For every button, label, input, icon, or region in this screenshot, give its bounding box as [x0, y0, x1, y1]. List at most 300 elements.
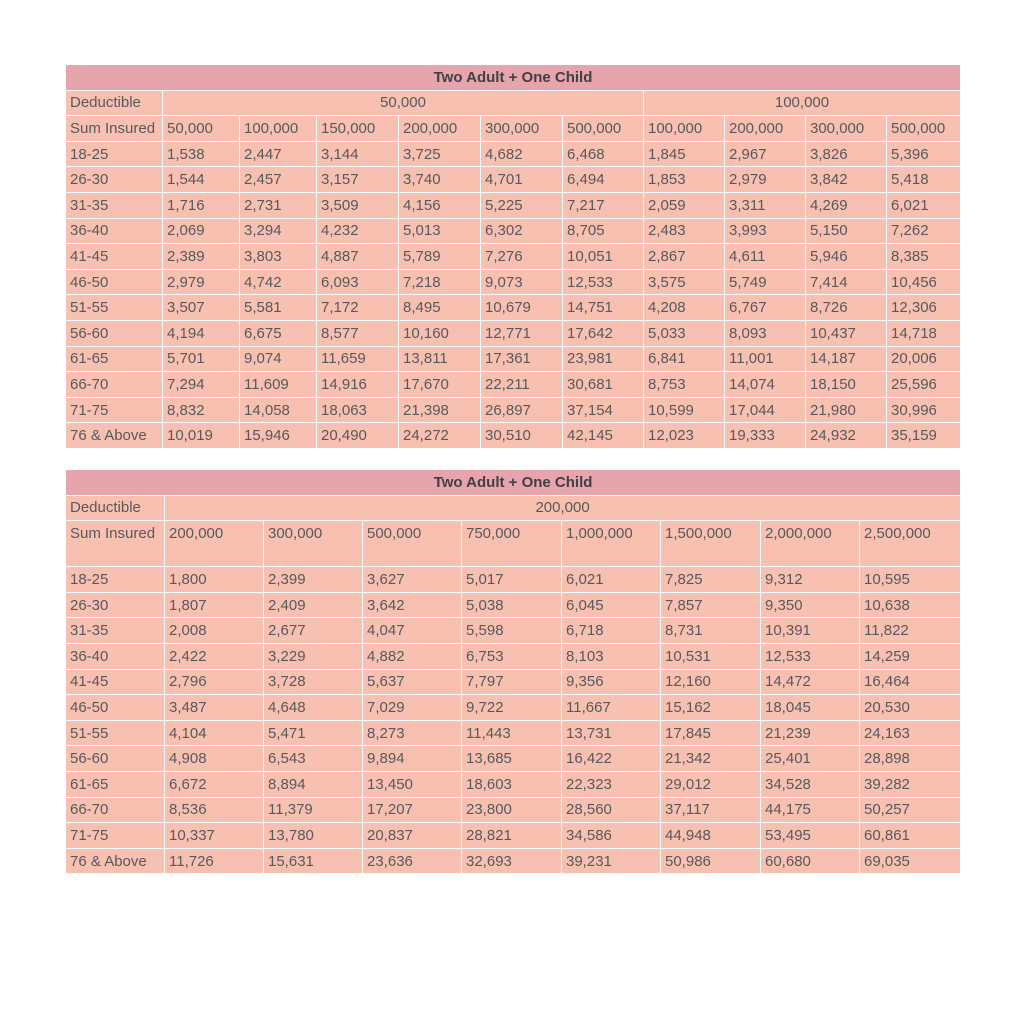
- premium-cell: 23,800: [462, 797, 562, 823]
- premium-cell: 42,145: [563, 423, 644, 449]
- premium-cell: 6,767: [725, 295, 806, 321]
- premium-cell: 3,509: [317, 192, 399, 218]
- table-row: [66, 720, 961, 746]
- age-band-cell: 31-35: [66, 192, 163, 218]
- age-band-cell: 71-75: [66, 823, 165, 849]
- age-band-cell: 36-40: [66, 643, 165, 669]
- sum-insured-value: 500,000: [563, 116, 644, 142]
- premium-cell: 18,150: [806, 372, 887, 398]
- premium-cell: 24,272: [399, 423, 481, 449]
- premium-cell: 5,013: [399, 218, 481, 244]
- premium-cell: 2,409: [264, 592, 363, 618]
- premium-cell: 3,842: [806, 167, 887, 193]
- premium-cell: 50,986: [661, 848, 761, 874]
- premium-cell: 1,800: [165, 567, 264, 593]
- premium-cell: 30,510: [481, 423, 563, 449]
- premium-cell: 4,194: [163, 320, 240, 346]
- premium-cell: 12,533: [563, 269, 644, 295]
- premium-cell: 13,811: [399, 346, 481, 372]
- premium-cell: 17,642: [563, 320, 644, 346]
- premium-cell: 1,807: [165, 592, 264, 618]
- premium-cell: 17,207: [363, 797, 462, 823]
- premium-cell: 2,979: [163, 269, 240, 295]
- premium-cell: 5,038: [462, 592, 562, 618]
- premium-cell: 24,163: [860, 720, 961, 746]
- premium-table-1: [65, 64, 961, 449]
- premium-cell: 22,211: [481, 372, 563, 398]
- premium-cell: 11,667: [562, 695, 661, 721]
- premium-cell: 7,414: [806, 269, 887, 295]
- premium-cell: 7,857: [661, 592, 761, 618]
- premium-cell: 10,437: [806, 320, 887, 346]
- premium-cell: 9,350: [761, 592, 860, 618]
- sum-insured-value: 1,000,000: [562, 521, 661, 567]
- table-row: [66, 320, 961, 346]
- table-row: [66, 746, 961, 772]
- premium-cell: 3,826: [806, 141, 887, 167]
- age-band-cell: 26-30: [66, 592, 165, 618]
- table-title: Two Adult + One Child: [66, 470, 961, 496]
- premium-cell: 12,023: [644, 423, 725, 449]
- premium-cell: 14,058: [240, 397, 317, 423]
- deductible-label: Deductible: [66, 90, 163, 116]
- sum-insured-value: 300,000: [264, 521, 363, 567]
- premium-cell: 17,044: [725, 397, 806, 423]
- premium-cell: 39,282: [860, 771, 961, 797]
- premium-cell: 13,780: [264, 823, 363, 849]
- premium-cell: 24,932: [806, 423, 887, 449]
- premium-cell: 3,229: [264, 643, 363, 669]
- sum-insured-label: Sum Insured: [66, 116, 163, 142]
- premium-cell: 1,845: [644, 141, 725, 167]
- premium-cell: 30,996: [887, 397, 961, 423]
- premium-cell: 25,596: [887, 372, 961, 398]
- table-row: [66, 397, 961, 423]
- premium-cell: 8,273: [363, 720, 462, 746]
- premium-cell: 25,401: [761, 746, 860, 772]
- premium-cell: 4,269: [806, 192, 887, 218]
- premium-cell: 10,337: [165, 823, 264, 849]
- age-band-cell: 56-60: [66, 320, 163, 346]
- premium-cell: 8,093: [725, 320, 806, 346]
- premium-cell: 3,144: [317, 141, 399, 167]
- sum-insured-value: 2,000,000: [761, 521, 860, 567]
- sum-insured-value: 150,000: [317, 116, 399, 142]
- table-row: [66, 771, 961, 797]
- premium-cell: 4,232: [317, 218, 399, 244]
- premium-cell: 21,398: [399, 397, 481, 423]
- premium-cell: 13,450: [363, 771, 462, 797]
- premium-cell: 7,172: [317, 295, 399, 321]
- table-row: [66, 669, 961, 695]
- premium-cell: 3,993: [725, 218, 806, 244]
- premium-cell: 5,637: [363, 669, 462, 695]
- premium-cell: 3,725: [399, 141, 481, 167]
- table-row: [66, 567, 961, 593]
- premium-cell: 15,946: [240, 423, 317, 449]
- premium-cell: 3,627: [363, 567, 462, 593]
- premium-cell: 18,063: [317, 397, 399, 423]
- premium-cell: 44,175: [761, 797, 860, 823]
- premium-cell: 8,832: [163, 397, 240, 423]
- age-band-cell: 76 & Above: [66, 423, 163, 449]
- premium-cell: 2,731: [240, 192, 317, 218]
- premium-cell: 12,160: [661, 669, 761, 695]
- premium-cell: 4,682: [481, 141, 563, 167]
- premium-cell: 15,162: [661, 695, 761, 721]
- premium-cell: 20,837: [363, 823, 462, 849]
- premium-cell: 13,731: [562, 720, 661, 746]
- premium-cell: 3,740: [399, 167, 481, 193]
- premium-cell: 10,599: [644, 397, 725, 423]
- premium-cell: 11,609: [240, 372, 317, 398]
- premium-cell: 5,033: [644, 320, 725, 346]
- premium-cell: 5,017: [462, 567, 562, 593]
- premium-cell: 10,595: [860, 567, 961, 593]
- sum-insured-value: 100,000: [644, 116, 725, 142]
- premium-cell: 2,483: [644, 218, 725, 244]
- premium-cell: 12,533: [761, 643, 860, 669]
- premium-cell: 29,012: [661, 771, 761, 797]
- table-title: Two Adult + One Child: [66, 65, 961, 91]
- premium-cell: 2,447: [240, 141, 317, 167]
- premium-cell: 4,611: [725, 244, 806, 270]
- premium-cell: 4,908: [165, 746, 264, 772]
- premium-cell: 60,680: [761, 848, 860, 874]
- premium-cell: 8,705: [563, 218, 644, 244]
- table-row: [66, 244, 961, 270]
- premium-cell: 21,239: [761, 720, 860, 746]
- table-row: [66, 295, 961, 321]
- premium-cell: 8,536: [165, 797, 264, 823]
- premium-cell: 5,581: [240, 295, 317, 321]
- premium-cell: 5,396: [887, 141, 961, 167]
- premium-cell: 10,019: [163, 423, 240, 449]
- premium-cell: 7,276: [481, 244, 563, 270]
- age-band-cell: 66-70: [66, 797, 165, 823]
- premium-cell: 11,443: [462, 720, 562, 746]
- table-row: [66, 823, 961, 849]
- premium-cell: 6,718: [562, 618, 661, 644]
- premium-cell: 1,538: [163, 141, 240, 167]
- premium-cell: 5,418: [887, 167, 961, 193]
- premium-cell: 5,749: [725, 269, 806, 295]
- premium-cell: 3,294: [240, 218, 317, 244]
- premium-cell: 9,312: [761, 567, 860, 593]
- premium-cell: 5,471: [264, 720, 363, 746]
- table-row: [66, 141, 961, 167]
- premium-cell: 6,302: [481, 218, 563, 244]
- premium-cell: 8,731: [661, 618, 761, 644]
- age-band-cell: 61-65: [66, 771, 165, 797]
- premium-cell: 21,980: [806, 397, 887, 423]
- premium-cell: 6,672: [165, 771, 264, 797]
- premium-cell: 10,456: [887, 269, 961, 295]
- deductible-value: 200,000: [165, 495, 961, 521]
- premium-cell: 11,726: [165, 848, 264, 874]
- age-band-cell: 31-35: [66, 618, 165, 644]
- premium-cell: 2,796: [165, 669, 264, 695]
- premium-cell: 3,157: [317, 167, 399, 193]
- premium-cell: 2,069: [163, 218, 240, 244]
- premium-cell: 6,494: [563, 167, 644, 193]
- sum-insured-value: 2,500,000: [860, 521, 961, 567]
- premium-cell: 7,294: [163, 372, 240, 398]
- sum-insured-value: 300,000: [806, 116, 887, 142]
- age-band-cell: 41-45: [66, 244, 163, 270]
- table-row: [66, 423, 961, 449]
- premium-cell: 1,716: [163, 192, 240, 218]
- sum-insured-value: 100,000: [240, 116, 317, 142]
- premium-cell: 4,104: [165, 720, 264, 746]
- premium-cell: 26,897: [481, 397, 563, 423]
- deductible-row: [66, 495, 961, 521]
- premium-cell: 7,218: [399, 269, 481, 295]
- premium-cell: 3,311: [725, 192, 806, 218]
- premium-cell: 8,385: [887, 244, 961, 270]
- premium-cell: 8,103: [562, 643, 661, 669]
- premium-cell: 9,356: [562, 669, 661, 695]
- premium-cell: 4,882: [363, 643, 462, 669]
- table-row: [66, 218, 961, 244]
- premium-cell: 11,379: [264, 797, 363, 823]
- sum-insured-value: 1,500,000: [661, 521, 761, 567]
- premium-cell: 2,059: [644, 192, 725, 218]
- premium-cell: 6,675: [240, 320, 317, 346]
- premium-cell: 21,342: [661, 746, 761, 772]
- age-band-cell: 36-40: [66, 218, 163, 244]
- premium-table-2: [65, 469, 961, 874]
- premium-cell: 7,797: [462, 669, 562, 695]
- premium-cell: 6,543: [264, 746, 363, 772]
- premium-cell: 34,528: [761, 771, 860, 797]
- table-row: [66, 269, 961, 295]
- premium-cell: 5,150: [806, 218, 887, 244]
- age-band-cell: 41-45: [66, 669, 165, 695]
- premium-cell: 3,575: [644, 269, 725, 295]
- table-row: [66, 848, 961, 874]
- premium-cell: 2,389: [163, 244, 240, 270]
- premium-cell: 2,399: [264, 567, 363, 593]
- premium-cell: 14,916: [317, 372, 399, 398]
- premium-cell: 8,495: [399, 295, 481, 321]
- premium-cell: 12,771: [481, 320, 563, 346]
- premium-cell: 23,636: [363, 848, 462, 874]
- premium-cell: 35,159: [887, 423, 961, 449]
- premium-cell: 2,979: [725, 167, 806, 193]
- premium-cell: 3,803: [240, 244, 317, 270]
- premium-cell: 28,560: [562, 797, 661, 823]
- premium-cell: 28,821: [462, 823, 562, 849]
- premium-cell: 10,531: [661, 643, 761, 669]
- table-row: [66, 192, 961, 218]
- premium-cell: 16,464: [860, 669, 961, 695]
- premium-cell: 3,728: [264, 669, 363, 695]
- deductible-row: [66, 90, 961, 116]
- premium-cell: 44,948: [661, 823, 761, 849]
- table-title-row: [66, 470, 961, 496]
- premium-cell: 7,262: [887, 218, 961, 244]
- premium-cell: 16,422: [562, 746, 661, 772]
- premium-cell: 23,981: [563, 346, 644, 372]
- sum-insured-value: 50,000: [163, 116, 240, 142]
- age-band-cell: 18-25: [66, 567, 165, 593]
- premium-cell: 9,894: [363, 746, 462, 772]
- premium-cell: 10,679: [481, 295, 563, 321]
- premium-cell: 60,861: [860, 823, 961, 849]
- table-title-row: [66, 65, 961, 91]
- premium-cell: 11,659: [317, 346, 399, 372]
- premium-cell: 10,051: [563, 244, 644, 270]
- premium-cell: 6,841: [644, 346, 725, 372]
- premium-cell: 10,391: [761, 618, 860, 644]
- premium-cell: 18,045: [761, 695, 860, 721]
- table-row: [66, 167, 961, 193]
- premium-cell: 6,093: [317, 269, 399, 295]
- premium-cell: 6,753: [462, 643, 562, 669]
- premium-cell: 37,117: [661, 797, 761, 823]
- premium-cell: 32,693: [462, 848, 562, 874]
- table-row: [66, 797, 961, 823]
- sum-insured-value: 500,000: [363, 521, 462, 567]
- age-band-cell: 56-60: [66, 746, 165, 772]
- premium-cell: 3,487: [165, 695, 264, 721]
- sum-insured-value: 200,000: [725, 116, 806, 142]
- premium-cell: 5,225: [481, 192, 563, 218]
- age-band-cell: 26-30: [66, 167, 163, 193]
- premium-cell: 8,726: [806, 295, 887, 321]
- premium-cell: 17,670: [399, 372, 481, 398]
- sum-insured-value: 200,000: [165, 521, 264, 567]
- premium-cell: 2,867: [644, 244, 725, 270]
- age-band-cell: 46-50: [66, 269, 163, 295]
- sum-insured-row: [66, 116, 961, 142]
- premium-cell: 2,677: [264, 618, 363, 644]
- premium-cell: 4,156: [399, 192, 481, 218]
- premium-cell: 2,967: [725, 141, 806, 167]
- premium-cell: 14,718: [887, 320, 961, 346]
- premium-cell: 8,577: [317, 320, 399, 346]
- premium-cell: 14,472: [761, 669, 860, 695]
- premium-cell: 5,598: [462, 618, 562, 644]
- premium-cell: 37,154: [563, 397, 644, 423]
- table-row: [66, 695, 961, 721]
- premium-cell: 15,631: [264, 848, 363, 874]
- premium-cell: 5,789: [399, 244, 481, 270]
- premium-cell: 12,306: [887, 295, 961, 321]
- age-band-cell: 66-70: [66, 372, 163, 398]
- premium-cell: 5,701: [163, 346, 240, 372]
- premium-cell: 4,701: [481, 167, 563, 193]
- premium-cell: 3,642: [363, 592, 462, 618]
- premium-cell: 14,751: [563, 295, 644, 321]
- premium-cell: 6,021: [887, 192, 961, 218]
- sum-insured-value: 750,000: [462, 521, 562, 567]
- premium-cell: 8,753: [644, 372, 725, 398]
- premium-cell: 28,898: [860, 746, 961, 772]
- premium-cell: 10,160: [399, 320, 481, 346]
- age-band-cell: 18-25: [66, 141, 163, 167]
- deductible-value: 50,000: [163, 90, 644, 116]
- premium-cell: 4,047: [363, 618, 462, 644]
- sum-insured-row: [66, 521, 961, 567]
- premium-cell: 9,074: [240, 346, 317, 372]
- premium-cell: 9,722: [462, 695, 562, 721]
- sum-insured-value: 300,000: [481, 116, 563, 142]
- premium-cell: 17,845: [661, 720, 761, 746]
- premium-cell: 1,544: [163, 167, 240, 193]
- premium-cell: 3,507: [163, 295, 240, 321]
- premium-cell: 14,259: [860, 643, 961, 669]
- table-row: [66, 372, 961, 398]
- age-band-cell: 76 & Above: [66, 848, 165, 874]
- premium-cell: 14,187: [806, 346, 887, 372]
- premium-cell: 39,231: [562, 848, 661, 874]
- sum-insured-label: Sum Insured: [66, 521, 165, 567]
- table-row: [66, 346, 961, 372]
- age-band-cell: 46-50: [66, 695, 165, 721]
- deductible-value: 100,000: [644, 90, 961, 116]
- premium-cell: 9,073: [481, 269, 563, 295]
- premium-cell: 19,333: [725, 423, 806, 449]
- premium-cell: 30,681: [563, 372, 644, 398]
- premium-cell: 6,045: [562, 592, 661, 618]
- table-row: [66, 618, 961, 644]
- premium-cell: 11,822: [860, 618, 961, 644]
- deductible-label: Deductible: [66, 495, 165, 521]
- premium-cell: 6,021: [562, 567, 661, 593]
- premium-cell: 34,586: [562, 823, 661, 849]
- premium-cell: 1,853: [644, 167, 725, 193]
- premium-cell: 2,422: [165, 643, 264, 669]
- premium-cell: 7,217: [563, 192, 644, 218]
- table-body: [66, 141, 961, 448]
- premium-cell: 2,457: [240, 167, 317, 193]
- premium-cell: 10,638: [860, 592, 961, 618]
- sum-insured-value: 200,000: [399, 116, 481, 142]
- premium-cell: 8,894: [264, 771, 363, 797]
- premium-cell: 50,257: [860, 797, 961, 823]
- sum-insured-value: 500,000: [887, 116, 961, 142]
- age-band-cell: 61-65: [66, 346, 163, 372]
- premium-cell: 4,742: [240, 269, 317, 295]
- premium-cell: 20,490: [317, 423, 399, 449]
- age-band-cell: 71-75: [66, 397, 163, 423]
- premium-cell: 69,035: [860, 848, 961, 874]
- premium-cell: 11,001: [725, 346, 806, 372]
- premium-cell: 17,361: [481, 346, 563, 372]
- premium-cell: 4,887: [317, 244, 399, 270]
- table-row: [66, 643, 961, 669]
- table-row: [66, 592, 961, 618]
- premium-cell: 5,946: [806, 244, 887, 270]
- premium-cell: 7,825: [661, 567, 761, 593]
- premium-cell: 20,530: [860, 695, 961, 721]
- age-band-cell: 51-55: [66, 720, 165, 746]
- table-body: [66, 567, 961, 874]
- premium-cell: 7,029: [363, 695, 462, 721]
- premium-cell: 4,648: [264, 695, 363, 721]
- age-band-cell: 51-55: [66, 295, 163, 321]
- premium-cell: 22,323: [562, 771, 661, 797]
- premium-cell: 20,006: [887, 346, 961, 372]
- premium-cell: 4,208: [644, 295, 725, 321]
- premium-cell: 13,685: [462, 746, 562, 772]
- premium-cell: 14,074: [725, 372, 806, 398]
- premium-cell: 18,603: [462, 771, 562, 797]
- premium-cell: 53,495: [761, 823, 860, 849]
- premium-cell: 2,008: [165, 618, 264, 644]
